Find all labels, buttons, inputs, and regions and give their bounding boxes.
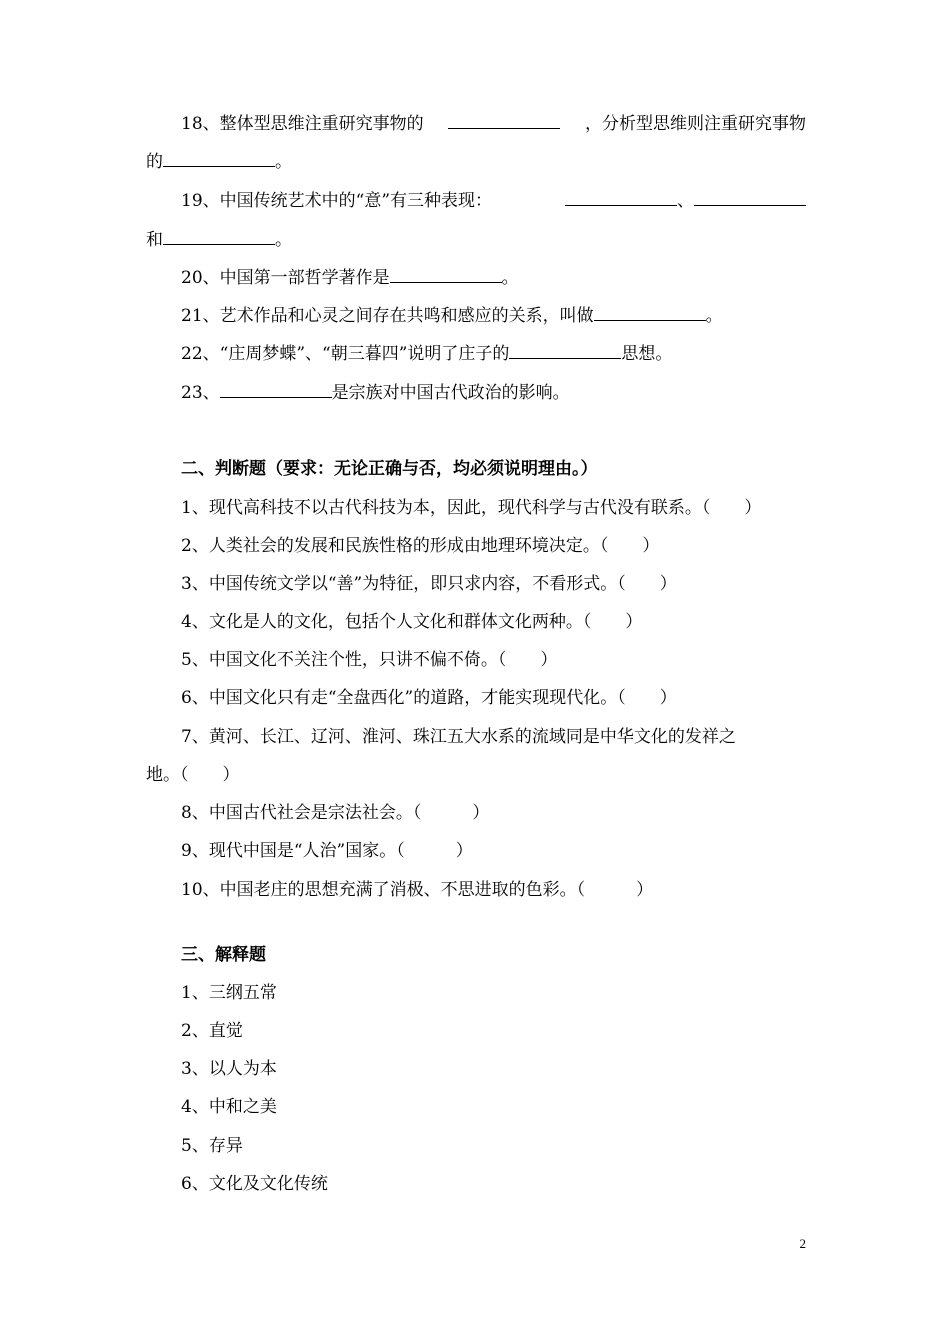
question-18-line1 (181, 113, 806, 135)
judge-item-3: 3、中国传统文学以“善”为特征，即只求内容，不看形式。（ ） (181, 574, 677, 594)
q18-blank-1 (448, 113, 560, 129)
explain-item-1: 1、三纲五常 (181, 983, 277, 1003)
q23-blank (220, 382, 332, 398)
q19-blank-1 (565, 190, 677, 206)
judge-item-1: 1、现代高科技不以古代科技为本，因此，现代科学与古代没有联系。（ ） (181, 498, 762, 518)
question-23 (181, 382, 806, 404)
q19-line2-pre: 和 (146, 230, 163, 250)
q22-pre: 22、“庄周梦蝶”、“朝三暮四”说明了庄子的 (181, 344, 510, 364)
explain-section-heading: 三、解释题 (181, 945, 266, 965)
q18-pre: 18、整体型思维注重研究事物的 (181, 114, 424, 134)
question-21 (181, 305, 806, 327)
q21-pre: 21、艺术作品和心灵之间存在共鸣和感应的关系，叫做 (181, 306, 594, 326)
judge-item-7: 7、黄河、长江、辽河、淮河、珠江五大水系的流域同是中华文化的发祥之 (181, 727, 736, 747)
q22-blank (509, 343, 621, 359)
q20-pre: 20、中国第一部哲学著作是 (181, 268, 390, 288)
question-19-line2 (146, 229, 806, 251)
question-22 (181, 343, 806, 365)
q21-end: 。 (705, 306, 723, 326)
explain-item-6: 6、文化及文化传统 (181, 1174, 328, 1194)
q18-mid: ，分析型思维则注重研究事物 (584, 114, 806, 134)
question-20 (181, 267, 806, 289)
q19-blank-2 (694, 190, 806, 206)
q21-blank (594, 305, 706, 321)
q19-sep: 、 (677, 191, 694, 211)
q23-end: 是宗族对中国古代政治的影响。 (331, 383, 570, 403)
question-18-line2 (146, 151, 806, 173)
q18-blank-2 (163, 151, 275, 167)
judge-item-4: 4、文化是人的文化，包括个人文化和群体文化两种。（ ） (181, 612, 643, 632)
q19-blank-3 (163, 229, 275, 245)
q18-end: 。 (275, 152, 292, 172)
question-19-line1 (181, 190, 806, 212)
explain-item-5: 5、存异 (181, 1136, 243, 1156)
judge-item-8: 8、中国古代社会是宗法社会。（ ） (181, 803, 490, 823)
explain-item-2: 2、直觉 (181, 1021, 243, 1041)
judge-section-heading: 二、判断题（要求：无论正确与否，均必须说明理由。） (181, 459, 598, 479)
explain-item-3: 3、以人为本 (181, 1059, 277, 1079)
q22-end: 思想。 (621, 344, 673, 364)
q19-end: 。 (275, 230, 292, 250)
q18-line2-pre: 的 (146, 152, 163, 172)
q23-pre: 23、 (181, 383, 220, 403)
q20-blank (390, 267, 502, 283)
q19-pre: 19、中国传统艺术中的“意”有三种表现： (181, 191, 493, 211)
judge-item-10: 10、中国老庄的思想充满了消极、不思进取的色彩。（ ） (181, 880, 654, 900)
explain-item-4: 4、中和之美 (181, 1097, 277, 1117)
judge-item-7-line2: 地。（ ） (146, 765, 240, 785)
judge-item-5: 5、中国文化不关注个性，只讲不偏不倚。（ ） (181, 650, 558, 670)
judge-item-9: 9、现代中国是“人治”国家。（ ） (181, 841, 473, 861)
q20-end: 。 (501, 268, 519, 288)
judge-item-2: 2、人类社会的发展和民族性格的形成由地理环境决定。（ ） (181, 536, 660, 556)
judge-item-6: 6、中国文化只有走“全盘西化”的道路，才能实现现代化。（ ） (181, 688, 677, 708)
page-number: 2 (799, 1236, 806, 1251)
